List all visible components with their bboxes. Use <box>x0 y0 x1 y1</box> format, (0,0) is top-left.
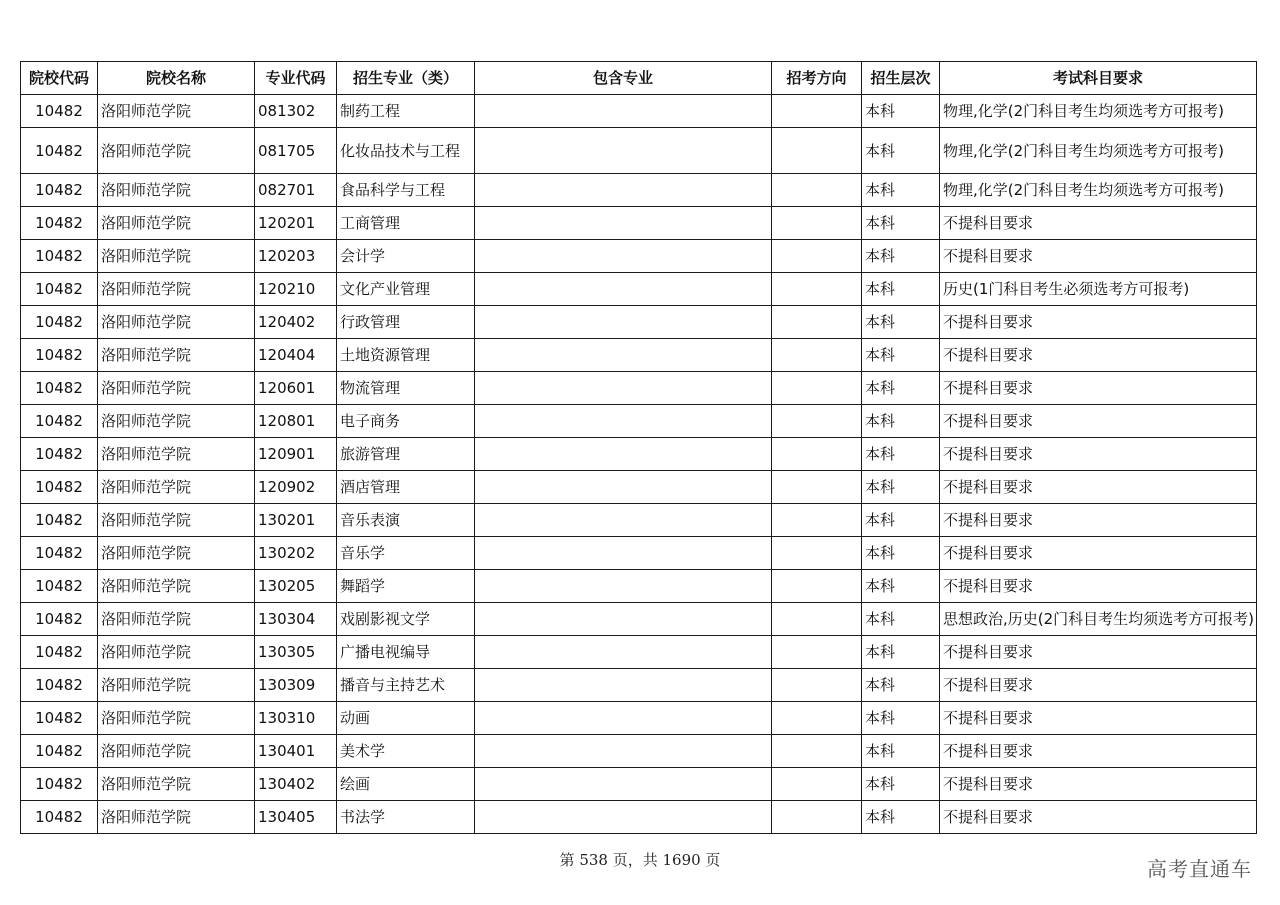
cell-major: 音乐学 <box>337 537 475 570</box>
cell-school-code: 10482 <box>21 339 98 372</box>
cell-level: 本科 <box>862 570 940 603</box>
cell-direction <box>772 273 862 306</box>
cell-major: 会计学 <box>337 240 475 273</box>
cell-major-code: 120201 <box>255 207 337 240</box>
cell-major: 书法学 <box>337 801 475 834</box>
cell-included-majors <box>475 128 772 174</box>
cell-requirement: 不提科目要求 <box>940 504 1257 537</box>
cell-school-code: 10482 <box>21 174 98 207</box>
admissions-table <box>20 61 1257 834</box>
cell-included-majors <box>475 95 772 128</box>
cell-school-code: 10482 <box>21 735 98 768</box>
table-row <box>21 207 1257 240</box>
cell-included-majors <box>475 438 772 471</box>
cell-school-name: 洛阳师范学院 <box>98 95 255 128</box>
cell-major: 绘画 <box>337 768 475 801</box>
cell-school-name: 洛阳师范学院 <box>98 306 255 339</box>
cell-included-majors <box>475 174 772 207</box>
cell-major-code: 130401 <box>255 735 337 768</box>
cell-major: 制药工程 <box>337 95 475 128</box>
cell-direction <box>772 95 862 128</box>
cell-major-code: 130202 <box>255 537 337 570</box>
cell-major: 土地资源管理 <box>337 339 475 372</box>
cell-major: 化妆品技术与工程 <box>337 128 475 174</box>
cell-level: 本科 <box>862 735 940 768</box>
cell-major-code: 130310 <box>255 702 337 735</box>
cell-direction <box>772 636 862 669</box>
cell-included-majors <box>475 636 772 669</box>
cell-level: 本科 <box>862 537 940 570</box>
cell-major-code: 082701 <box>255 174 337 207</box>
table-row <box>21 702 1257 735</box>
cell-included-majors <box>475 273 772 306</box>
cell-direction <box>772 240 862 273</box>
cell-direction <box>772 405 862 438</box>
cell-level: 本科 <box>862 95 940 128</box>
cell-level: 本科 <box>862 339 940 372</box>
cell-requirement: 不提科目要求 <box>940 735 1257 768</box>
cell-requirement: 不提科目要求 <box>940 405 1257 438</box>
cell-school-code: 10482 <box>21 240 98 273</box>
cell-school-code: 10482 <box>21 405 98 438</box>
cell-major-code: 081705 <box>255 128 337 174</box>
cell-level: 本科 <box>862 438 940 471</box>
cell-included-majors <box>475 372 772 405</box>
cell-major-code: 120402 <box>255 306 337 339</box>
cell-school-code: 10482 <box>21 636 98 669</box>
cell-direction <box>772 603 862 636</box>
cell-level: 本科 <box>862 603 940 636</box>
cell-major: 工商管理 <box>337 207 475 240</box>
cell-direction <box>772 801 862 834</box>
cell-requirement: 不提科目要求 <box>940 207 1257 240</box>
cell-level: 本科 <box>862 768 940 801</box>
table-row <box>21 405 1257 438</box>
header-row <box>21 62 1257 95</box>
cell-level: 本科 <box>862 405 940 438</box>
cell-school-name: 洛阳师范学院 <box>98 669 255 702</box>
cell-school-code: 10482 <box>21 504 98 537</box>
cell-requirement: 不提科目要求 <box>940 339 1257 372</box>
cell-major: 电子商务 <box>337 405 475 438</box>
cell-included-majors <box>475 801 772 834</box>
cell-major-code: 130309 <box>255 669 337 702</box>
cell-school-code: 10482 <box>21 768 98 801</box>
cell-major: 食品科学与工程 <box>337 174 475 207</box>
cell-major: 物流管理 <box>337 372 475 405</box>
cell-level: 本科 <box>862 504 940 537</box>
cell-included-majors <box>475 570 772 603</box>
cell-requirement: 不提科目要求 <box>940 240 1257 273</box>
cell-major: 行政管理 <box>337 306 475 339</box>
cell-direction <box>772 306 862 339</box>
cell-included-majors <box>475 669 772 702</box>
cell-school-code: 10482 <box>21 570 98 603</box>
cell-included-majors <box>475 405 772 438</box>
cell-included-majors <box>475 504 772 537</box>
cell-school-code: 10482 <box>21 702 98 735</box>
cell-included-majors <box>475 471 772 504</box>
cell-major: 舞蹈学 <box>337 570 475 603</box>
table-row <box>21 339 1257 372</box>
cell-school-name: 洛阳师范学院 <box>98 174 255 207</box>
cell-direction <box>772 372 862 405</box>
cell-school-code: 10482 <box>21 669 98 702</box>
cell-school-code: 10482 <box>21 306 98 339</box>
cell-major-code: 120801 <box>255 405 337 438</box>
table-row <box>21 801 1257 834</box>
cell-requirement: 不提科目要求 <box>940 438 1257 471</box>
cell-school-name: 洛阳师范学院 <box>98 438 255 471</box>
table-row <box>21 128 1257 174</box>
cell-major: 播音与主持艺术 <box>337 669 475 702</box>
cell-requirement: 不提科目要求 <box>940 636 1257 669</box>
cell-major-code: 130304 <box>255 603 337 636</box>
cell-requirement: 不提科目要求 <box>940 801 1257 834</box>
table-row <box>21 504 1257 537</box>
table-body <box>21 95 1257 834</box>
table-row <box>21 537 1257 570</box>
cell-school-name: 洛阳师范学院 <box>98 768 255 801</box>
cell-level: 本科 <box>862 273 940 306</box>
table-row <box>21 636 1257 669</box>
cell-direction <box>772 669 862 702</box>
cell-major-code: 130201 <box>255 504 337 537</box>
table-row <box>21 471 1257 504</box>
cell-school-code: 10482 <box>21 95 98 128</box>
table-row <box>21 570 1257 603</box>
watermark-text: 高考直通车 <box>1147 857 1252 881</box>
header-direction: 招考方向 <box>772 62 862 95</box>
cell-major: 美术学 <box>337 735 475 768</box>
cell-school-code: 10482 <box>21 273 98 306</box>
cell-included-majors <box>475 768 772 801</box>
cell-requirement: 不提科目要求 <box>940 702 1257 735</box>
table-row <box>21 735 1257 768</box>
cell-major-code: 130305 <box>255 636 337 669</box>
cell-included-majors <box>475 603 772 636</box>
cell-requirement: 物理,化学(2门科目考生均须选考方可报考) <box>940 95 1257 128</box>
cell-major-code: 120203 <box>255 240 337 273</box>
cell-direction <box>772 438 862 471</box>
cell-school-name: 洛阳师范学院 <box>98 273 255 306</box>
cell-school-code: 10482 <box>21 128 98 174</box>
cell-major: 动画 <box>337 702 475 735</box>
header-requirement: 考试科目要求 <box>940 62 1257 95</box>
cell-requirement: 物理,化学(2门科目考生均须选考方可报考) <box>940 128 1257 174</box>
cell-school-name: 洛阳师范学院 <box>98 471 255 504</box>
cell-level: 本科 <box>862 128 940 174</box>
cell-direction <box>772 174 862 207</box>
cell-level: 本科 <box>862 801 940 834</box>
cell-requirement: 不提科目要求 <box>940 768 1257 801</box>
cell-school-code: 10482 <box>21 537 98 570</box>
cell-direction <box>772 207 862 240</box>
cell-major-code: 130402 <box>255 768 337 801</box>
cell-requirement: 不提科目要求 <box>940 372 1257 405</box>
cell-direction <box>772 735 862 768</box>
cell-school-name: 洛阳师范学院 <box>98 207 255 240</box>
cell-direction <box>772 339 862 372</box>
cell-major: 广播电视编导 <box>337 636 475 669</box>
table-row <box>21 240 1257 273</box>
cell-school-name: 洛阳师范学院 <box>98 405 255 438</box>
cell-included-majors <box>475 240 772 273</box>
cell-level: 本科 <box>862 471 940 504</box>
cell-major: 音乐表演 <box>337 504 475 537</box>
cell-school-name: 洛阳师范学院 <box>98 735 255 768</box>
header-level: 招生层次 <box>862 62 940 95</box>
cell-major-code: 120901 <box>255 438 337 471</box>
cell-requirement: 不提科目要求 <box>940 669 1257 702</box>
cell-school-code: 10482 <box>21 207 98 240</box>
table-row <box>21 95 1257 128</box>
cell-level: 本科 <box>862 669 940 702</box>
table-row <box>21 306 1257 339</box>
cell-included-majors <box>475 207 772 240</box>
cell-school-name: 洛阳师范学院 <box>98 603 255 636</box>
cell-requirement: 思想政治,历史(2门科目考生均须选考方可报考) <box>940 603 1257 636</box>
header-major: 招生专业（类） <box>337 62 475 95</box>
header-major-code: 专业代码 <box>255 62 337 95</box>
cell-included-majors <box>475 537 772 570</box>
cell-level: 本科 <box>862 306 940 339</box>
cell-school-name: 洛阳师范学院 <box>98 636 255 669</box>
cell-major-code: 120210 <box>255 273 337 306</box>
cell-school-name: 洛阳师范学院 <box>98 240 255 273</box>
cell-level: 本科 <box>862 636 940 669</box>
cell-school-code: 10482 <box>21 603 98 636</box>
cell-major: 旅游管理 <box>337 438 475 471</box>
header-school-name: 院校名称 <box>98 62 255 95</box>
cell-school-name: 洛阳师范学院 <box>98 570 255 603</box>
cell-major-code: 120902 <box>255 471 337 504</box>
cell-requirement: 不提科目要求 <box>940 306 1257 339</box>
cell-included-majors <box>475 702 772 735</box>
table-row <box>21 174 1257 207</box>
cell-school-name: 洛阳师范学院 <box>98 702 255 735</box>
cell-major-code: 130405 <box>255 801 337 834</box>
page-footer: 第 538 页，共 1690 页 <box>559 851 721 869</box>
cell-major: 文化产业管理 <box>337 273 475 306</box>
table-row <box>21 669 1257 702</box>
cell-major: 酒店管理 <box>337 471 475 504</box>
cell-direction <box>772 768 862 801</box>
cell-school-name: 洛阳师范学院 <box>98 504 255 537</box>
cell-direction <box>772 537 862 570</box>
cell-school-name: 洛阳师范学院 <box>98 128 255 174</box>
cell-included-majors <box>475 339 772 372</box>
cell-major-code: 081302 <box>255 95 337 128</box>
table-row <box>21 273 1257 306</box>
cell-major-code: 120404 <box>255 339 337 372</box>
cell-requirement: 历史(1门科目考生必须选考方可报考) <box>940 273 1257 306</box>
cell-requirement: 不提科目要求 <box>940 537 1257 570</box>
cell-direction <box>772 128 862 174</box>
cell-direction <box>772 570 862 603</box>
header-included-majors: 包含专业 <box>475 62 772 95</box>
cell-school-name: 洛阳师范学院 <box>98 339 255 372</box>
table-row <box>21 438 1257 471</box>
cell-school-name: 洛阳师范学院 <box>98 372 255 405</box>
header-school-code: 院校代码 <box>21 62 98 95</box>
cell-major-code: 130205 <box>255 570 337 603</box>
cell-school-name: 洛阳师范学院 <box>98 801 255 834</box>
cell-direction <box>772 504 862 537</box>
cell-level: 本科 <box>862 207 940 240</box>
cell-level: 本科 <box>862 702 940 735</box>
cell-level: 本科 <box>862 372 940 405</box>
cell-school-code: 10482 <box>21 438 98 471</box>
table-row <box>21 768 1257 801</box>
cell-included-majors <box>475 306 772 339</box>
cell-major-code: 120601 <box>255 372 337 405</box>
cell-school-code: 10482 <box>21 801 98 834</box>
cell-major: 戏剧影视文学 <box>337 603 475 636</box>
cell-requirement: 物理,化学(2门科目考生均须选考方可报考) <box>940 174 1257 207</box>
cell-included-majors <box>475 735 772 768</box>
table-header <box>21 62 1257 95</box>
cell-requirement: 不提科目要求 <box>940 570 1257 603</box>
cell-school-code: 10482 <box>21 471 98 504</box>
table-row <box>21 372 1257 405</box>
cell-school-name: 洛阳师范学院 <box>98 537 255 570</box>
cell-requirement: 不提科目要求 <box>940 471 1257 504</box>
cell-school-code: 10482 <box>21 372 98 405</box>
table-row <box>21 603 1257 636</box>
cell-direction <box>772 471 862 504</box>
cell-level: 本科 <box>862 240 940 273</box>
cell-level: 本科 <box>862 174 940 207</box>
cell-direction <box>772 702 862 735</box>
